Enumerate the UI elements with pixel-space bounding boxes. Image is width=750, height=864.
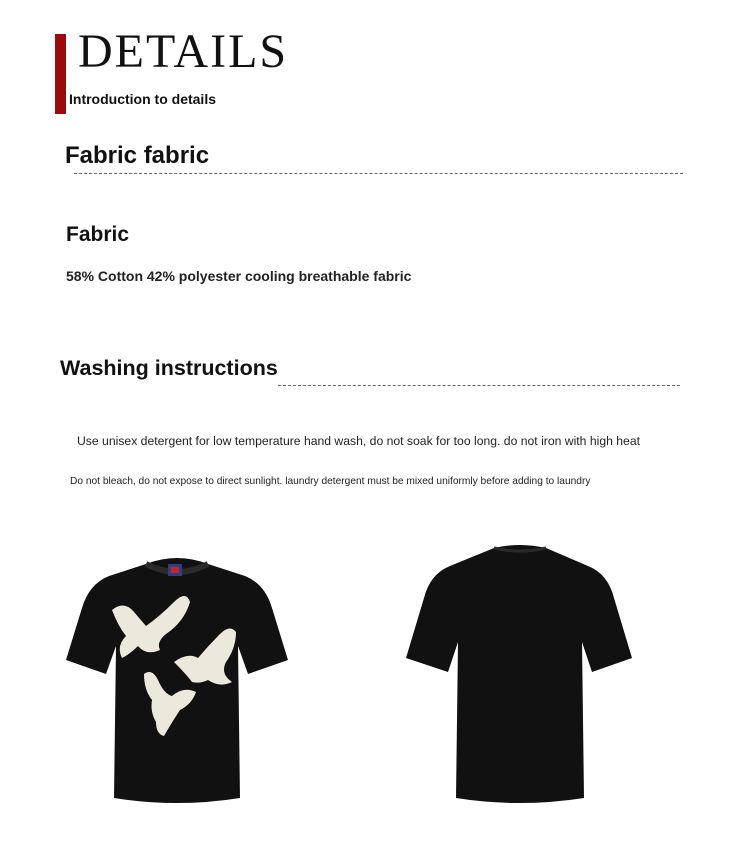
fabric-section-heading: Fabric fabric bbox=[65, 142, 210, 169]
tshirt-back-icon bbox=[406, 545, 632, 803]
washing-instruction-1: Use unisex detergent for low temperature hand wash, do not soak for too long. do not iron with high heat bbox=[77, 434, 640, 448]
page-title: DETAILS bbox=[78, 25, 289, 78]
washing-instruction-2: Do not bleach, do not expose to direct sunlight. laundry detergent must be mixed uniformly before adding to laundry bbox=[70, 476, 591, 487]
tshirt-front-icon bbox=[66, 558, 288, 803]
washing-section-heading: Washing instructions bbox=[60, 356, 278, 380]
fabric-divider bbox=[74, 173, 683, 174]
tshirt-front-image bbox=[60, 550, 295, 810]
tshirt-back-image bbox=[400, 542, 640, 807]
washing-divider bbox=[278, 385, 680, 386]
page-subtitle: Introduction to details bbox=[69, 91, 216, 107]
title-accent-bar bbox=[55, 34, 66, 114]
fabric-subheading: Fabric bbox=[66, 223, 130, 246]
fabric-composition: 58% Cotton 42% polyester cooling breathable fabric bbox=[66, 268, 412, 284]
